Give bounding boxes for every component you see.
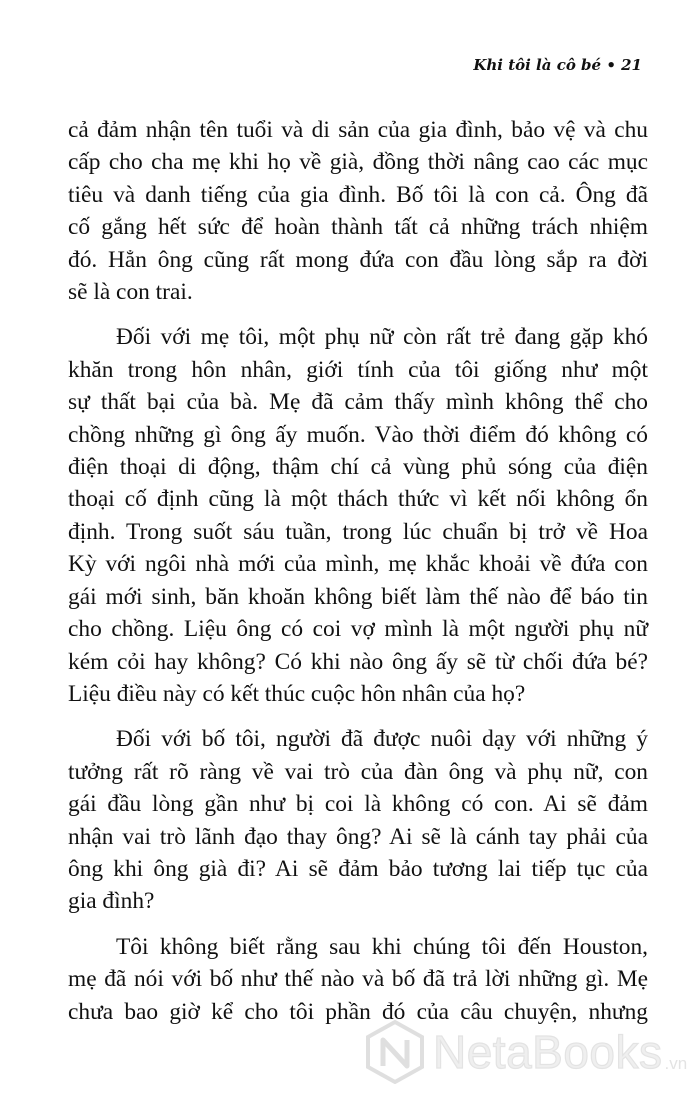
paragraph-1 — [68, 114, 648, 308]
text-line: cả đảm nhận tên tuổi và di sản của gia đình, bảo vệ và chu — [68, 117, 648, 143]
text-line: ông khi ông già đi? Ai sẽ đảm bảo tương lai tiếp tục của — [68, 855, 648, 882]
paragraph-4 — [68, 931, 648, 1028]
text-line: đó. Hẳn ông cũng rất mong đứa con đầu lòng sắp ra đời — [68, 246, 648, 273]
text-line: Đối với mẹ tôi, một phụ nữ còn rất trẻ đang gặp khó — [116, 324, 648, 351]
text-line: thoại cố định cũng là một thách thức vì kết nối không ổn — [68, 486, 648, 513]
text-line: cho chồng. Liệu ông có coi vợ mình là một người phụ nữ — [68, 616, 648, 643]
running-head: Khi tôi là cô bé • 21 — [473, 56, 642, 74]
page-body — [68, 114, 648, 1041]
text-line: Tôi không biết rằng sau khi chúng tôi đến Houston, — [116, 933, 648, 960]
text-line: kém cỏi hay không? Có khi nào ông ấy sẽ từ chối đứa bé? — [68, 648, 648, 675]
text-line: định. Trong suốt sáu tuần, trong lúc chuẩn bị trở về Hoa — [68, 518, 648, 545]
text-line: gia đình? — [68, 888, 155, 915]
watermark-suffix: .vn — [664, 1054, 688, 1073]
text-line: mẹ đã nói với bố như thế nào và bố đã trả lời những gì. Mẹ — [68, 966, 648, 993]
text-line: Đối với bố tôi, người đã được nuôi dạy với những ý — [116, 726, 648, 753]
text-line: điện thoại di động, thậm chí cả vùng phủ sóng của điện — [68, 454, 648, 481]
text-line: Kỳ với ngôi nhà mới của mình, mẹ khắc khoải về đứa con — [68, 551, 648, 578]
text-line: sẽ là con trai. — [68, 279, 193, 306]
text-line: cố gắng hết sức để hoàn thành tất cả những trách nhiệm — [68, 214, 648, 241]
watermark-brand: NetaBooks — [433, 1026, 663, 1078]
paragraph-3 — [68, 723, 648, 917]
text-line: nhận vai trò lãnh đạo thay ông? Ai sẽ là cánh tay phải của — [68, 823, 648, 850]
text-line: Liệu điều này có kết thúc cuộc hôn nhân của họ? — [68, 680, 526, 707]
paragraph-2 — [68, 321, 648, 710]
text-line: cấp cho cha mẹ khi họ về già, đồng thời nâng cao các mục — [68, 149, 648, 176]
text-line: chưa bao giờ kể cho tôi phần đó của câu chuyện, nhưng — [68, 998, 648, 1025]
watermark — [365, 1020, 687, 1084]
text-line: tiêu và danh tiếng của gia đình. Bố tôi là con cả. Ông đã — [68, 181, 648, 208]
text-line: sự thất bại của bà. Mẹ đã cảm thấy mình không thể cho — [68, 389, 648, 416]
text-line: khăn trong hôn nhân, giới tính của tôi giống như một — [68, 356, 648, 383]
text-line: gái đầu lòng gần như bị coi là không có con. Ai sẽ đảm — [68, 791, 648, 818]
text-line: gái mới sinh, băn khoăn không biết làm thế nào để báo tin — [68, 583, 648, 610]
text-line: tưởng rất rõ ràng về vai trò của đàn ông và phụ nữ, con — [68, 758, 648, 785]
netabooks-logo-icon — [365, 1020, 425, 1084]
text-line: chồng những gì ông ấy muốn. Vào thời điểm đó không có — [68, 421, 648, 448]
